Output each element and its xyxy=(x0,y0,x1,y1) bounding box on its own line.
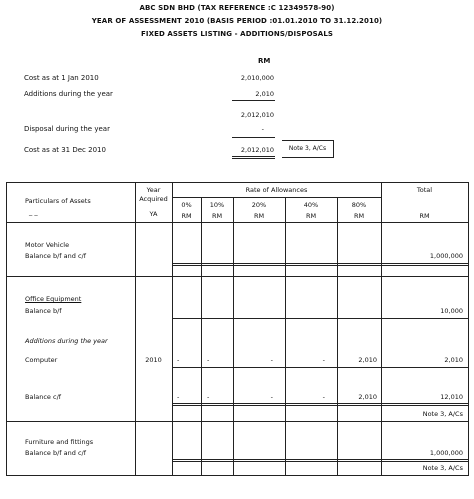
summary-currency: RM xyxy=(258,57,271,65)
disposal-value: - xyxy=(261,125,264,133)
rm-80: RM xyxy=(353,212,365,220)
office-balance-cf-total: 12,010 xyxy=(440,393,463,401)
office-title: Office Equipment xyxy=(25,295,82,303)
furniture-balance-label: Balance b/f and c/f xyxy=(25,449,87,457)
additions-label: Additions during the year xyxy=(24,90,113,98)
motor-line-2 xyxy=(172,265,468,266)
col-particulars-sub: _ _ xyxy=(29,208,38,216)
col-year-2: Acquired xyxy=(139,195,168,203)
furniture-note: Note 3, A/Cs xyxy=(422,464,463,472)
office-balance-bf-label: Balance b/f xyxy=(25,307,62,315)
cost-start-label: Cost as at 1 Jan 2010 xyxy=(24,74,99,82)
col-year-1: Year xyxy=(146,186,161,194)
col-line-rate0 xyxy=(172,183,173,475)
rate-20: 20% xyxy=(251,201,267,209)
rate-80: 80% xyxy=(351,201,367,209)
office-cf-rate-20: - xyxy=(270,393,273,401)
motor-section-line xyxy=(7,276,468,277)
computer-rate-20: - xyxy=(270,356,273,364)
col-line-rate40 xyxy=(285,197,286,475)
motor-balance-total: 1,000,000 xyxy=(429,252,463,260)
rate-header-line xyxy=(172,197,381,198)
office-cf-rate-40: - xyxy=(322,393,325,401)
office-section-line xyxy=(7,421,468,422)
computer-line xyxy=(172,367,468,368)
total-header: Total xyxy=(416,186,433,194)
header-bottom-line xyxy=(7,222,468,223)
office-cf-line-1 xyxy=(172,403,468,404)
rm-total: RM xyxy=(419,212,430,220)
cost-start-value: 2,010,000 xyxy=(240,74,274,82)
rm-40: RM xyxy=(305,212,317,220)
computer-rate-0: - xyxy=(177,356,180,364)
office-cf-rate-80: 2,010 xyxy=(358,393,377,401)
rm-20: RM xyxy=(253,212,265,220)
furniture-line-2 xyxy=(172,461,468,462)
office-note: Note 3, A/Cs xyxy=(422,410,463,418)
computer-year: 2010 xyxy=(145,356,162,364)
assessment-header: YEAR OF ASSESSMENT 2010 (BASIS PERIOD :01.01.2010 TO 31.12.2010) xyxy=(91,17,383,25)
fixed-assets-table xyxy=(6,182,469,476)
col-line-rate10 xyxy=(201,197,202,475)
computer-label: Computer xyxy=(25,356,58,364)
office-bf-line xyxy=(172,318,468,319)
disposal-underline xyxy=(232,137,275,138)
col-line-year xyxy=(135,183,136,475)
additions-value: 2,010 xyxy=(255,90,274,98)
listing-header: FIXED ASSETS LISTING - ADDITIONS/DISPOSALS xyxy=(140,30,334,38)
furniture-line-1 xyxy=(172,459,468,460)
office-cf-rate-0: - xyxy=(177,393,180,401)
cost-end-underline-1 xyxy=(232,156,275,157)
rate-40: 40% xyxy=(303,201,319,209)
col-line-rate20 xyxy=(233,197,234,475)
rate-header: Rate of Allowances xyxy=(245,186,308,194)
office-balance-cf-label: Balance c/f xyxy=(25,393,62,401)
office-balance-bf-total: 10,000 xyxy=(440,307,463,315)
motor-line-1 xyxy=(172,263,468,264)
disposal-label: Disposal during the year xyxy=(24,125,110,133)
computer-rate-80: 2,010 xyxy=(358,356,377,364)
col-year-3: YA xyxy=(149,210,158,218)
subtotal-value: 2,012,010 xyxy=(240,111,274,119)
additions-underline xyxy=(232,100,275,101)
rate-0: 0% xyxy=(181,201,192,209)
computer-rate-40: - xyxy=(322,356,325,364)
cost-end-label: Cost as at 31 Dec 2010 xyxy=(24,146,106,154)
office-additions-label: Additions during the year xyxy=(25,337,108,345)
office-cf-line-2 xyxy=(172,405,468,406)
rate-10: 10% xyxy=(209,201,225,209)
col-line-rate80 xyxy=(337,197,338,475)
company-header: ABC SDN BHD (TAX REFERENCE :C 12349578-90) xyxy=(139,4,335,12)
computer-rate-10: - xyxy=(207,356,210,364)
cost-end-underline-2 xyxy=(232,158,275,159)
rm-0: RM xyxy=(181,212,192,220)
rm-10: RM xyxy=(211,212,223,220)
cost-end-note: Note 3, A/Cs xyxy=(282,140,334,158)
furniture-title: Furniture and fittings xyxy=(25,438,94,446)
cost-end-value: 2,012,010 xyxy=(240,146,274,154)
col-line-total xyxy=(381,183,382,475)
motor-title: Motor Vehicle xyxy=(25,241,70,249)
computer-total: 2,010 xyxy=(444,356,463,364)
col-particulars: Particulars of Assets xyxy=(25,197,91,205)
furniture-balance-total: 1,000,000 xyxy=(429,449,463,457)
office-cf-rate-10: - xyxy=(207,393,210,401)
motor-balance-label: Balance b/f and c/f xyxy=(25,252,87,260)
